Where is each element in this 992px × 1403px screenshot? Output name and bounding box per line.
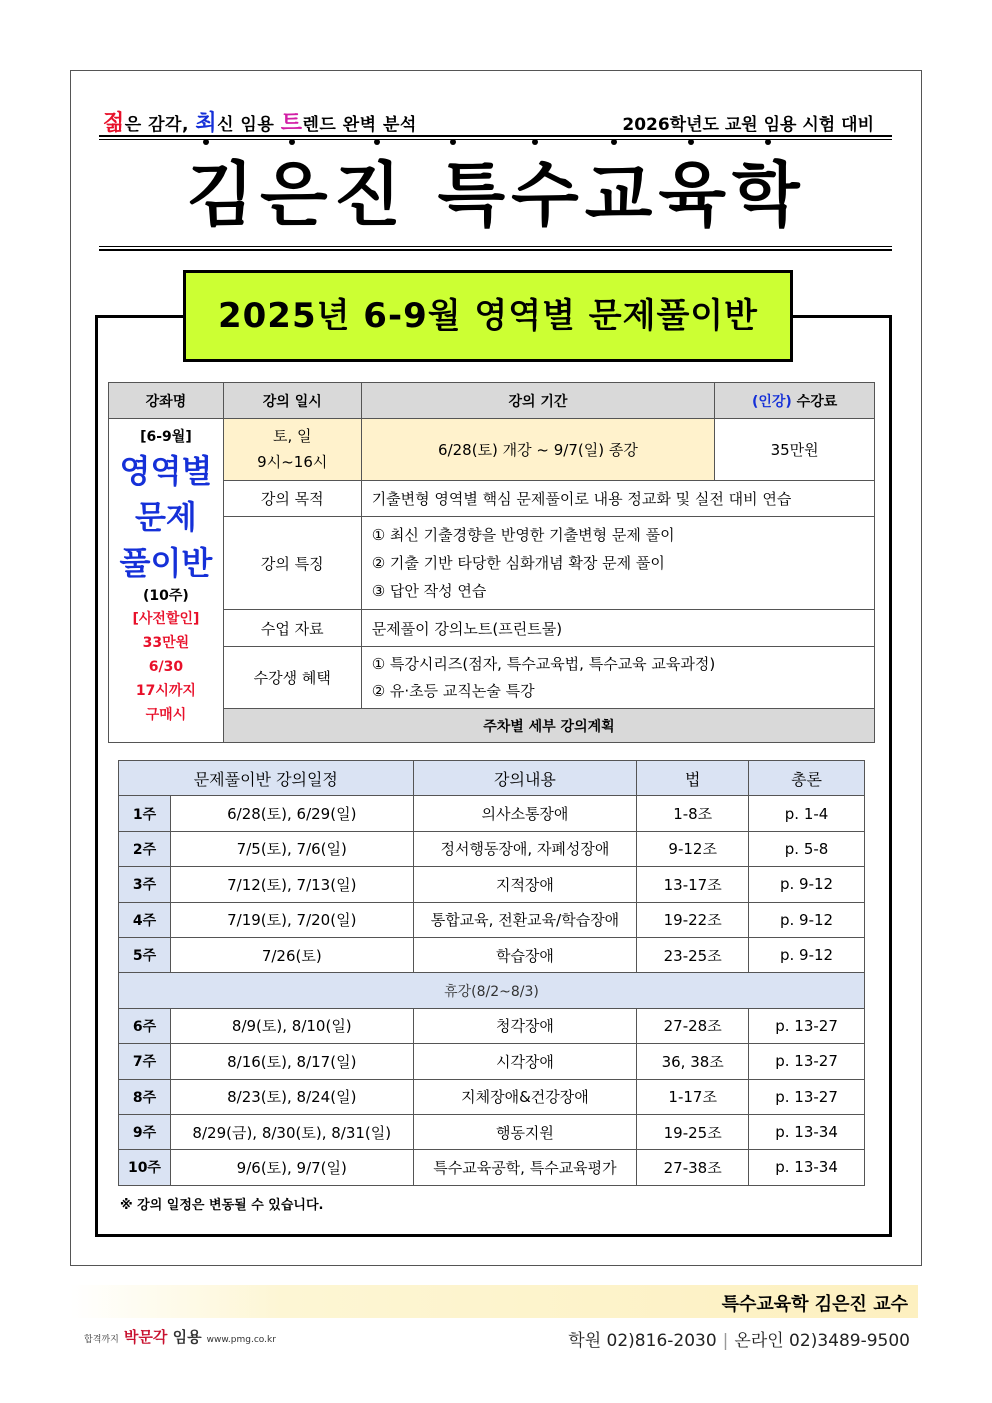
emphasis-dot: [289, 139, 295, 145]
law-header: 법: [637, 761, 749, 796]
week-cell: 5주: [119, 937, 171, 972]
general-cell: p. 5-8: [749, 831, 865, 866]
academy-phone: 학원 02)816-2030: [568, 1331, 717, 1351]
slogan-big-1: 젊: [103, 111, 125, 136]
week-cell: 9주: [119, 1114, 171, 1149]
course-weeks: (10주): [143, 588, 189, 604]
content-cell: 의사소통장애: [413, 796, 637, 831]
schedule-row: [119, 1079, 865, 1114]
dates-cell: 9/6(토), 9/7(일): [170, 1150, 413, 1185]
schedule-row: [119, 1150, 865, 1185]
logo-brand-a: 박: [123, 1328, 139, 1346]
break-cell: 휴강(8/2~8/3): [119, 973, 865, 1008]
feature-item-3: ③ 답안 작성 연습: [371, 582, 487, 600]
law-cell: 36, 38조: [637, 1044, 749, 1079]
content-cell: 정서행동장애, 자폐성장애: [413, 831, 637, 866]
content-cell: 특수교육공학, 특수교육평가: [413, 1150, 637, 1185]
fee-cell: 35만원: [715, 419, 875, 481]
emphasis-dot: [611, 139, 617, 145]
law-cell: 27-38조: [637, 1150, 749, 1185]
emphasis-dot: [688, 139, 694, 145]
dates-cell: 6/28(토), 6/29(일): [170, 796, 413, 831]
emphasis-dot: [765, 139, 771, 145]
law-cell: 1-8조: [637, 796, 749, 831]
week-cell: 4주: [119, 902, 171, 937]
purpose-text: 기출변형 영역별 핵심 문제풀이로 내용 정교화 및 실전 대비 연습: [361, 481, 874, 517]
contact-info: [568, 1326, 910, 1351]
time-cell: [223, 419, 361, 481]
time-day: 토, 일: [273, 427, 312, 445]
discount-price: 33만원: [142, 635, 190, 651]
dates-cell: 7/26(토): [170, 937, 413, 972]
header-fee-label: 수강료: [791, 393, 838, 410]
header-time: 강의 일시: [223, 383, 361, 419]
course-name-cell: [109, 419, 224, 743]
slogan-big-2: 최: [195, 111, 218, 136]
general-cell: p. 13-27: [749, 1079, 865, 1114]
time-hours: 9시~16시: [257, 452, 328, 471]
emphasis-dot: [532, 139, 538, 145]
logo-brand-b: 문각: [138, 1328, 168, 1346]
week-cell: 8주: [119, 1079, 171, 1114]
dates-cell: 7/12(토), 7/13(일): [170, 867, 413, 902]
general-cell: p. 13-34: [749, 1150, 865, 1185]
content-cell: 시각장애: [413, 1044, 637, 1079]
main-title: 김은진 특수교육학: [186, 154, 806, 236]
professor-name: 특수교육학 김은진 교수: [721, 1294, 908, 1315]
material-text: 문제풀이 강의노트(프린트물): [361, 610, 874, 647]
law-cell: 19-22조: [637, 902, 749, 937]
logo-tagline: 합격까지: [84, 1335, 119, 1345]
content-cell: 학습장애: [413, 937, 637, 972]
slogan-rest-2: 신 임용: [217, 115, 281, 135]
dates-cell: 7/19(토), 7/20(일): [170, 902, 413, 937]
general-cell: p. 9-12: [749, 867, 865, 902]
law-cell: 23-25조: [637, 937, 749, 972]
deadline-date: 6/30: [148, 659, 184, 675]
general-cell: p. 13-27: [749, 1008, 865, 1043]
benefit-item-1: ① 특강시리즈(점자, 특수교육법, 특수교육 교육과정): [371, 654, 716, 673]
slogan: [103, 106, 417, 137]
discount-label: [사전할인]: [132, 611, 200, 627]
content-header: 강의내용: [413, 761, 637, 796]
schedule-row: [119, 1044, 865, 1079]
emphasis-dot: [203, 139, 209, 145]
course-name-1: 영역별: [119, 452, 213, 490]
schedule-header: 문제풀이반 강의일정: [119, 761, 414, 796]
law-cell: 1-17조: [637, 1079, 749, 1114]
purpose-label: 강의 목적: [223, 481, 361, 517]
content-cell: 통합교육, 전환교육/학습장애: [413, 902, 637, 937]
deadline-note: 구매시: [145, 707, 187, 723]
weekly-plan-header: 주차별 세부 강의계획: [223, 709, 874, 743]
general-cell: p. 1-4: [749, 796, 865, 831]
schedule-row: [119, 937, 865, 972]
content-cell: 행동지원: [413, 1114, 637, 1149]
feature-item-1: ① 최신 기출경향을 반영한 기출변형 문제 풀이: [371, 526, 675, 544]
period-cell: 6/28(토) 개강 ~ 9/7(일) 종강: [361, 419, 715, 481]
week-cell: 3주: [119, 867, 171, 902]
course-period: [6-9월]: [140, 429, 192, 445]
general-header: 총론: [749, 761, 865, 796]
law-cell: 13-17조: [637, 867, 749, 902]
law-cell: 27-28조: [637, 1008, 749, 1043]
general-cell: p. 9-12: [749, 902, 865, 937]
content-cell: 지체장애&건강장애: [413, 1079, 637, 1114]
header-fee: [715, 383, 875, 419]
material-label: 수업 자료: [223, 610, 361, 647]
benefit-item-2: ② 유·초등 교직논술 특강: [371, 681, 535, 700]
logo-brand: [124, 1328, 202, 1346]
header-course-name: 강좌명: [109, 383, 224, 419]
break-row: [119, 973, 865, 1008]
deadline-time: 17시까지: [135, 683, 196, 699]
week-cell: 1주: [119, 796, 171, 831]
content-cell: 지적장애: [413, 867, 637, 902]
logo-brand-c: 임용: [167, 1328, 202, 1346]
header-period: 강의 기간: [361, 383, 715, 419]
week-cell: 6주: [119, 1008, 171, 1043]
course-info-table: [108, 382, 875, 743]
schedule-row: [119, 902, 865, 937]
week-cell: 7주: [119, 1044, 171, 1079]
course-name-3: 풀이반: [119, 544, 213, 582]
contact-separator: |: [722, 1331, 729, 1351]
week-cell: 10주: [119, 1150, 171, 1185]
schedule-row: [119, 796, 865, 831]
benefit-cell: [361, 647, 874, 709]
schedule-row: [119, 1114, 865, 1149]
slogan-rest-3: 렌드 완벽 분석: [302, 115, 417, 135]
dates-cell: 8/9(토), 8/10(일): [170, 1008, 413, 1043]
course-name-2: 문제: [135, 498, 197, 536]
online-phone: 온라인 02)3489-9500: [734, 1331, 910, 1351]
content-cell: 청각장애: [413, 1008, 637, 1043]
slogan-big-3: 트: [280, 111, 303, 136]
title-rule-bottom: [99, 246, 892, 251]
dates-cell: 7/5(토), 7/6(일): [170, 831, 413, 866]
dates-cell: 8/29(금), 8/30(토), 8/31(일): [170, 1114, 413, 1149]
benefit-label: 수강생 혜택: [223, 647, 361, 709]
feature-cell: [361, 517, 874, 610]
law-cell: 9-12조: [637, 831, 749, 866]
general-cell: p. 13-34: [749, 1114, 865, 1149]
feature-label: 강의 특징: [223, 517, 361, 610]
emphasis-dot: [374, 139, 380, 145]
schedule-row: [119, 831, 865, 866]
week-cell: 2주: [119, 831, 171, 866]
feature-item-2: ② 기출 기반 타당한 심화개념 확장 문제 풀이: [371, 554, 665, 572]
header-fee-online: (인강): [751, 393, 792, 410]
logo-url: www.pmg.co.kr: [206, 1335, 276, 1345]
slogan-rest-1: 은 감각,: [124, 115, 196, 135]
schedule-row: [119, 867, 865, 902]
dates-cell: 8/23(토), 8/24(일): [170, 1079, 413, 1114]
dates-cell: 8/16(토), 8/17(일): [170, 1044, 413, 1079]
course-banner: 2025년 6-9월 영역별 문제풀이반: [183, 270, 793, 362]
general-cell: p. 9-12: [749, 937, 865, 972]
general-cell: p. 13-27: [749, 1044, 865, 1079]
exam-subject: 2026학년도 교원 임용 시험 대비: [622, 115, 874, 135]
schedule-table: [118, 760, 865, 1186]
publisher-logo: [84, 1326, 276, 1347]
schedule-row: [119, 1008, 865, 1043]
law-cell: 19-25조: [637, 1114, 749, 1149]
schedule-note: ※ 강의 일정은 변동될 수 있습니다.: [120, 1198, 324, 1213]
emphasis-dot: [450, 139, 456, 145]
